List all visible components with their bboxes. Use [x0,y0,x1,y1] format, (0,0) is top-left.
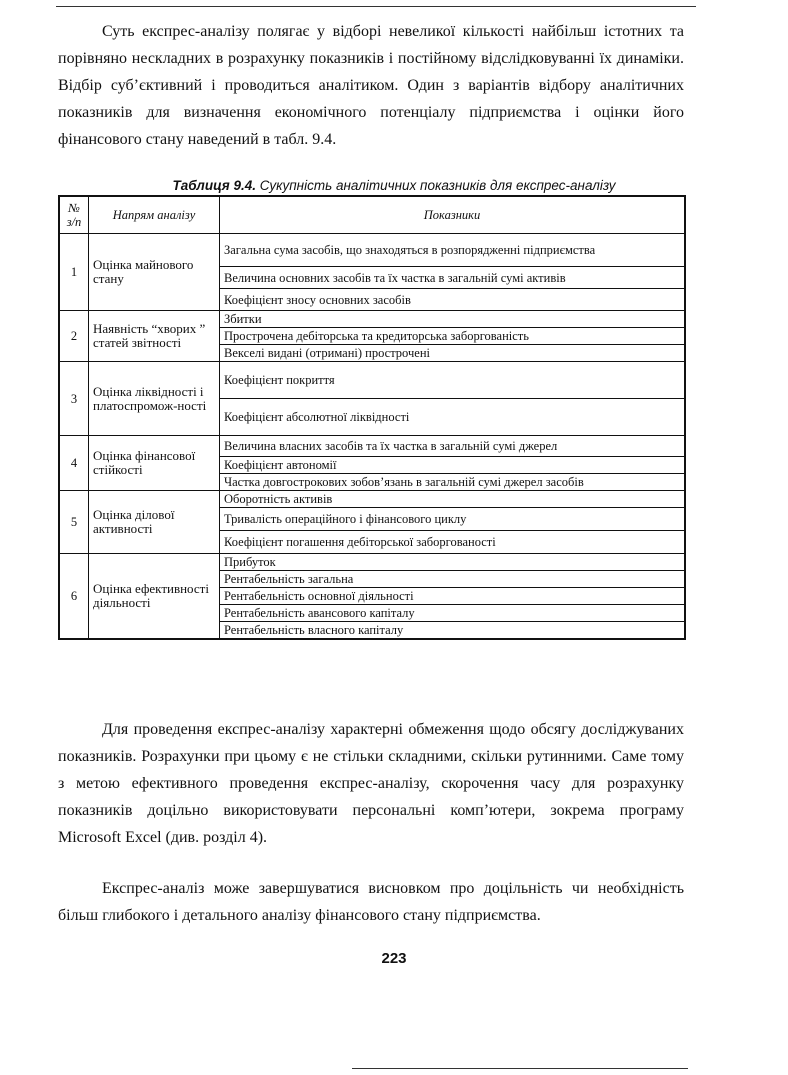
indicator-cell: Величина власних засобів та їх частка в загальній сумі джерел [220,436,686,457]
indicator-cell: Прибуток [220,554,686,571]
table-caption [0,178,788,193]
group-number: 6 [59,554,89,640]
indicator-cell: Рентабельність власного капіталу [220,622,686,640]
table-row [59,436,685,457]
table-row [59,234,685,267]
table-caption-text: Сукупність аналітичних показників для експрес-аналізу [259,178,616,193]
group-direction: Оцінка ділової активності [89,491,220,554]
table-row [59,311,685,328]
page-number: 223 [381,950,407,967]
group-direction: Оцінка фінансової стійкості [89,436,220,491]
intro-paragraph: Суть експрес-аналізу полягає у відборі невеликої кількості найбільш істотних та порівняно нескладних в розрахунку показників і постійному відслідковуванні їх динаміки. Відбір суб’єктивний і проводиться аналітиком. Один з варіантів відбору аналітичних показників для визначення економічного потенціалу підприємства і оцінки його фінансового стану наведений в табл. 9.4. [58,23,684,148]
indicators-table [58,195,686,640]
group-number: 2 [59,311,89,362]
group-number: 5 [59,491,89,554]
indicator-cell: Прострочена дебіторська та кредиторська заборгованість [220,328,686,345]
indicator-cell: Коефіцієнт покриття [220,362,686,399]
indicator-cell: Загальна сума засобів, що знаходяться в розпорядженні підприємства [220,234,686,267]
body-paragraph-conclusion: Експрес-аналіз може завершуватися висновком про доцільність чи необхідність більш глибокого і детального аналізу фінансового стану підприємства. [58,880,684,924]
table-row [59,362,685,399]
body-paragraph-excel: Для проведення експрес-аналізу характерні обмеження щодо обсягу досліджуваних показників. Розрахунки при цьому є не стільки складними, скільки рутинними. Саме тому з метою ефективного проведення експрес-аналізу, скорочення часу для розрахунку показників доцільно використовувати персональні комп’ютери, зокрема програму Microsoft Excel (див. розділ 4). [58,721,684,846]
indicator-cell: Величина основних засобів та їх частка в загальній сумі активів [220,267,686,289]
group-number: 4 [59,436,89,491]
bottom-rule [352,1068,688,1069]
group-number: 1 [59,234,89,311]
table-row [59,554,685,571]
header-direction: Напрям аналізу [89,196,220,234]
indicator-cell: Рентабельність загальна [220,571,686,588]
header-indicators: Показники [220,196,686,234]
indicator-cell: Коефіцієнт зносу основних засобів [220,289,686,311]
indicator-cell: Рентабельність основної діяльності [220,588,686,605]
indicator-cell: Коефіцієнт погашення дебіторської заборгованості [220,531,686,554]
group-direction: Оцінка ліквідності і платоспромож-ності [89,362,220,436]
header-rule-segment [560,0,696,7]
indicator-cell: Оборотність активів [220,491,686,508]
table-row [59,491,685,508]
indicator-cell: Тривалість операційного і фінансового циклу [220,508,686,531]
group-number: 3 [59,362,89,436]
group-direction: Наявність “хворих ” статей звітності [89,311,220,362]
indicator-cell: Векселі видані (отримані) прострочені [220,345,686,362]
group-direction: Оцінка майнового стану [89,234,220,311]
group-direction: Оцінка ефективності діяльності [89,554,220,640]
indicator-cell: Коефіцієнт абсолютної ліквідності [220,399,686,436]
header-num: № з/п [59,196,89,234]
indicator-cell: Коефіцієнт автономії [220,457,686,474]
table-caption-label: Таблиця 9.4. [172,178,257,193]
indicator-cell: Збитки [220,311,686,328]
table-header-row [59,196,685,234]
indicator-cell: Рентабельність авансового капіталу [220,605,686,622]
indicator-cell: Частка довгострокових зобов’язань в загальній сумі джерел засобів [220,474,686,491]
